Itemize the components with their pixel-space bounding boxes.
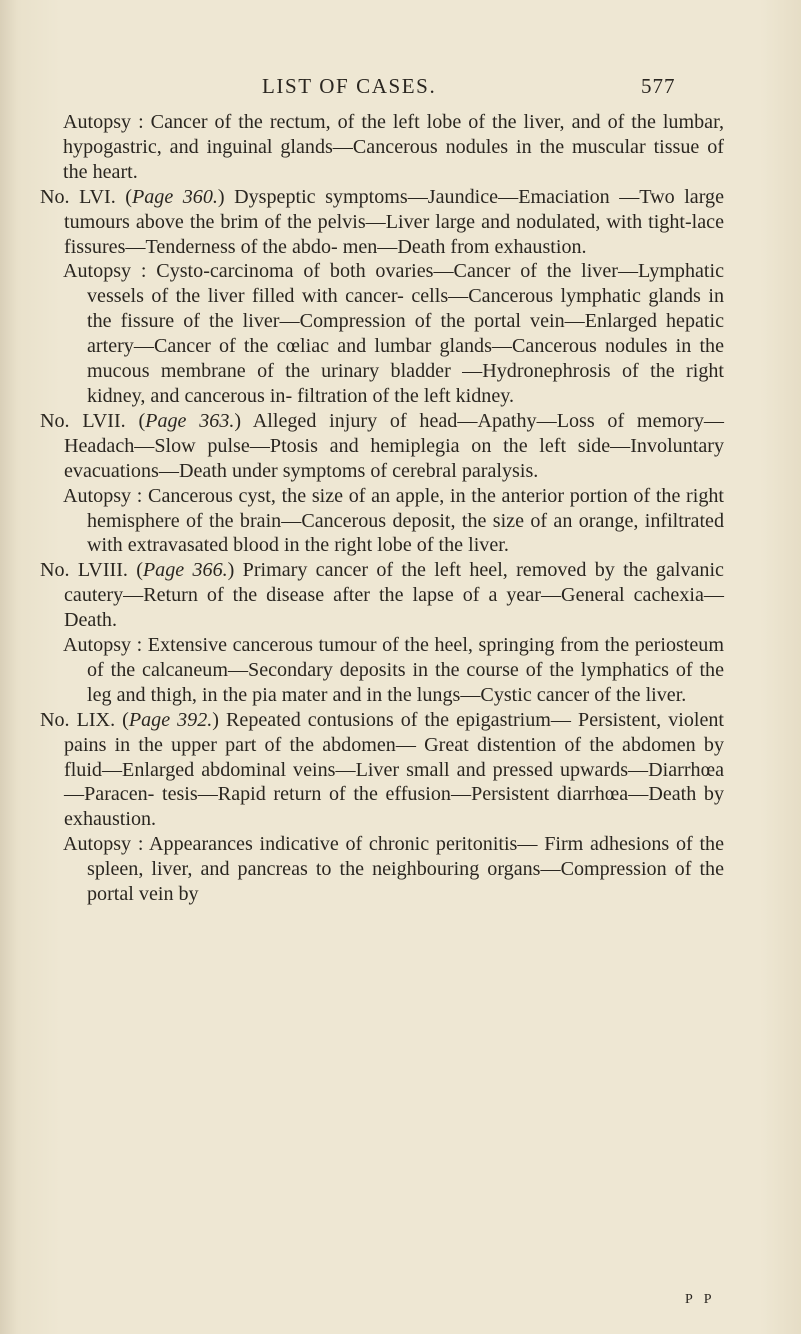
paragraph-text: Repeated contusions of the epigastrium— Persistent, violent pains in the upper part of the abdomen— Great distention of the abdomen by fluid—Enlarged abdominal veins—Liver small and pressed upwards—Diarrhœa—Paracen- tesis—Rapid return of the effusion—Persistent diarrhœa—Death by exhaustion.	[64, 708, 725, 831]
paragraph-case: No. LVIII. (Page 366.) Primary cancer of the left heel, removed by the galvanic cautery—Return of the disease after the lapse of a year—General cachexia—Death.	[40, 559, 724, 632]
case-number: No. LIX.	[40, 708, 116, 731]
paragraph-text: Autopsy : Cancerous cyst, the size of an apple, in the anterior portion of the right hemisphere of the brain—Cancerous deposit, the size of an orange, infiltrated with extravasated blood in the right lobe of the liver.	[63, 484, 724, 557]
paragraph-text: Autopsy : Extensive cancerous tumour of the heel, springing from the periosteum of the calcaneum—Secondary deposits in the course of the lymphatics of the leg and thigh, in the pia mater and in the lungs—Cystic cancer of the liver.	[63, 634, 724, 706]
paragraph-case: No. LVI. (Page 360.) Dyspeptic symptoms—Jaundice—Emaciation —Two large tumours above the brim of the pelvis—Liver large and nodulated, with tight-lace fissures—Tenderness of the abdo- men—Death from exhaustion.	[40, 185, 725, 258]
paragraph-autopsy	[40, 110, 724, 185]
paragraph-autopsy	[40, 633, 724, 708]
page-reference: Page 392.	[128, 708, 213, 731]
case-number: No. LVI.	[40, 185, 116, 208]
case-number: No. LVIII.	[40, 559, 128, 582]
page-reference: Page 366.	[142, 559, 228, 582]
running-head: LIST OF CASES.	[262, 74, 437, 98]
page-number: 577	[641, 74, 676, 98]
page-reference: Page 360.	[131, 185, 218, 208]
paragraph-case: No. LIX. (Page 392.) Repeated contusions of the epigastrium— Persistent, violent pains in the upper part of the abdomen— Great distention of the abdomen by fluid—Enlarged abdominal veins—Liver small and pressed upwards—Diarrhœa—Paracen- tesis—Rapid return of the effusion—Persistent diarrhœa—Death by exhaustion.	[40, 708, 725, 831]
paragraph-autopsy	[40, 259, 724, 408]
paragraph-text: Dyspeptic symptoms—Jaundice—Emaciation —Two large tumours above the brim of the pelvis—Liver large and nodulated, with tight-lace fissures—Tenderness of the abdo- men—Death from exhaustion.	[64, 185, 725, 258]
page-reference: Page 363.	[145, 409, 235, 432]
signature-mark: P P	[685, 1292, 716, 1307]
body-text	[40, 110, 724, 907]
page-header	[0, 74, 801, 104]
paragraph-text: Autopsy : Appearances indicative of chronic peritonitis— Firm adhesions of the spleen, liver, and pancreas to the neighbouring organs—Compression of the portal vein by	[63, 833, 724, 906]
paragraph-autopsy	[40, 832, 724, 907]
paragraph-text: Autopsy : Cysto-carcinoma of both ovaries—Cancer of the liver—Lymphatic vessels of the liver filled with cancer- cells—Cancerous lymphatic glands in the fissure of the liver—Compression of the portal vein—Enlarged hepatic artery—Cancer of the cœliac and lumbar glands—Cancerous nodules in the mucous membrane of the urinary bladder —Hydronephrosis of the right kidney, and cancerous in- filtration of the left kidney.	[63, 260, 724, 407]
paragraph-case: No. LVII. (Page 363.) Alleged injury of head—Apathy—Loss of memory—Headach—Slow pulse—Ptosis and hemiplegia on the left side—Involuntary evacuations—Death under symptoms of cerebral paralysis.	[40, 409, 724, 482]
paragraph-text: Alleged injury of head—Apathy—Loss of memory—Headach—Slow pulse—Ptosis and hemiplegia on the left side—Involuntary evacuations—Death under symptoms of cerebral paralysis.	[64, 409, 724, 482]
paragraph-autopsy	[40, 484, 724, 559]
paragraph-text: Primary cancer of the left heel, removed by the galvanic cautery—Return of the disease after the lapse of a year—General cachexia—Death.	[64, 559, 724, 632]
case-number: No. LVII.	[40, 409, 126, 432]
paragraph-text: Autopsy : Cancer of the rectum, of the left lobe of the liver, and of the lumbar, hypogastric, and inguinal glands—Cancerous nodules in the muscular tissue of the heart.	[63, 111, 724, 183]
